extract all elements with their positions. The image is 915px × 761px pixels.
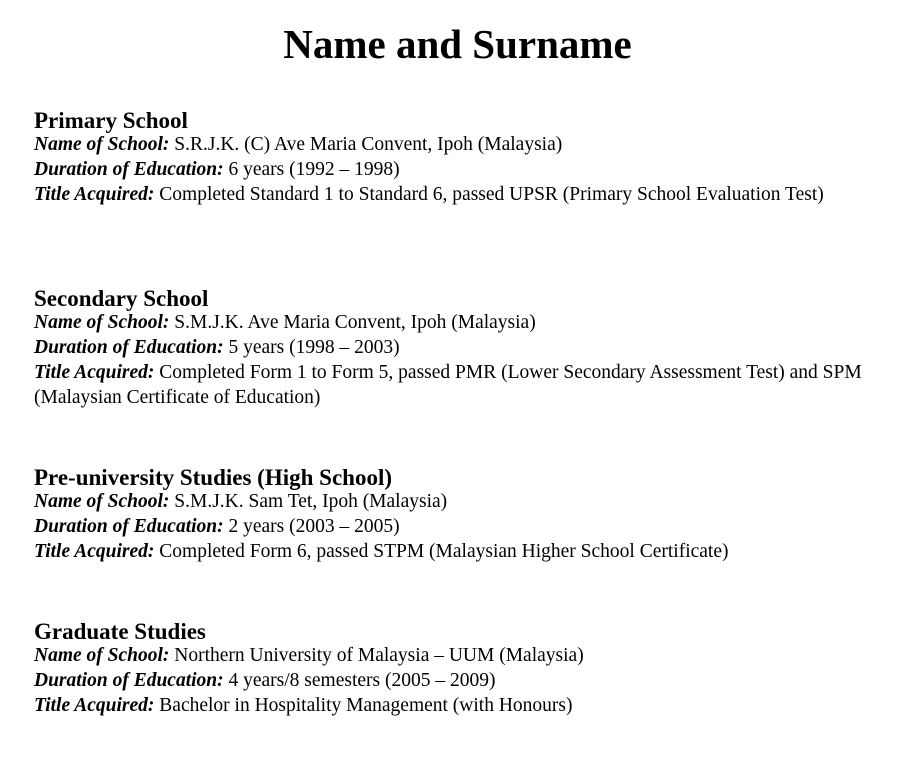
title-label: Title Acquired: — [34, 541, 155, 562]
title-line — [34, 182, 884, 207]
school-value: S.R.J.K. (C) Ave Maria Convent, Ipoh (Malaysia) — [174, 134, 563, 155]
education-section-graduate — [34, 618, 884, 718]
page-title: Name and Surname — [283, 21, 632, 67]
school-value: Northern University of Malaysia – UUM (Malaysia) — [174, 645, 584, 666]
duration-line — [34, 668, 884, 693]
duration-value: 4 years/8 semesters (2005 – 2009) — [228, 670, 496, 691]
school-label: Name of School: — [34, 491, 170, 512]
education-section-preuniversity — [34, 464, 884, 564]
section-heading: Graduate Studies — [34, 619, 206, 644]
school-line — [34, 132, 884, 157]
school-line — [34, 489, 884, 514]
section-heading: Primary School — [34, 108, 188, 133]
title-value: Completed Form 6, passed STPM (Malaysian Higher School Certificate) — [159, 541, 729, 562]
school-value: S.M.J.K. Ave Maria Convent, Ipoh (Malaysia) — [174, 312, 536, 333]
title-line — [34, 360, 884, 410]
duration-value: 2 years (2003 – 2005) — [228, 516, 400, 537]
duration-label: Duration of Education: — [34, 159, 224, 180]
school-line — [34, 310, 884, 335]
duration-value: 6 years (1992 – 1998) — [228, 159, 400, 180]
education-section-secondary — [34, 285, 884, 410]
section-heading: Pre-university Studies (High School) — [34, 465, 393, 490]
school-line — [34, 643, 884, 668]
school-label: Name of School: — [34, 134, 170, 155]
duration-label: Duration of Education: — [34, 670, 224, 691]
duration-line — [34, 157, 884, 182]
title-value: Completed Form 1 to Form 5, passed PMR (Lower Secondary Assessment Test) and SPM (Malaysian Certificate of Education) — [34, 362, 862, 408]
title-value: Bachelor in Hospitality Management (with Honours) — [159, 695, 573, 716]
title-value: Completed Standard 1 to Standard 6, passed UPSR (Primary School Evaluation Test) — [159, 184, 824, 205]
duration-label: Duration of Education: — [34, 337, 224, 358]
school-value: S.M.J.K. Sam Tet, Ipoh (Malaysia) — [174, 491, 448, 512]
title-line — [34, 539, 884, 564]
school-label: Name of School: — [34, 312, 170, 333]
title-label: Title Acquired: — [34, 184, 155, 205]
duration-value: 5 years (1998 – 2003) — [228, 337, 400, 358]
section-heading: Secondary School — [34, 286, 209, 311]
duration-line — [34, 335, 884, 360]
title-line — [34, 693, 884, 718]
education-section-primary — [34, 107, 884, 207]
title-label: Title Acquired: — [34, 695, 155, 716]
title-label: Title Acquired: — [34, 362, 155, 383]
duration-label: Duration of Education: — [34, 516, 224, 537]
duration-line — [34, 514, 884, 539]
school-label: Name of School: — [34, 645, 170, 666]
